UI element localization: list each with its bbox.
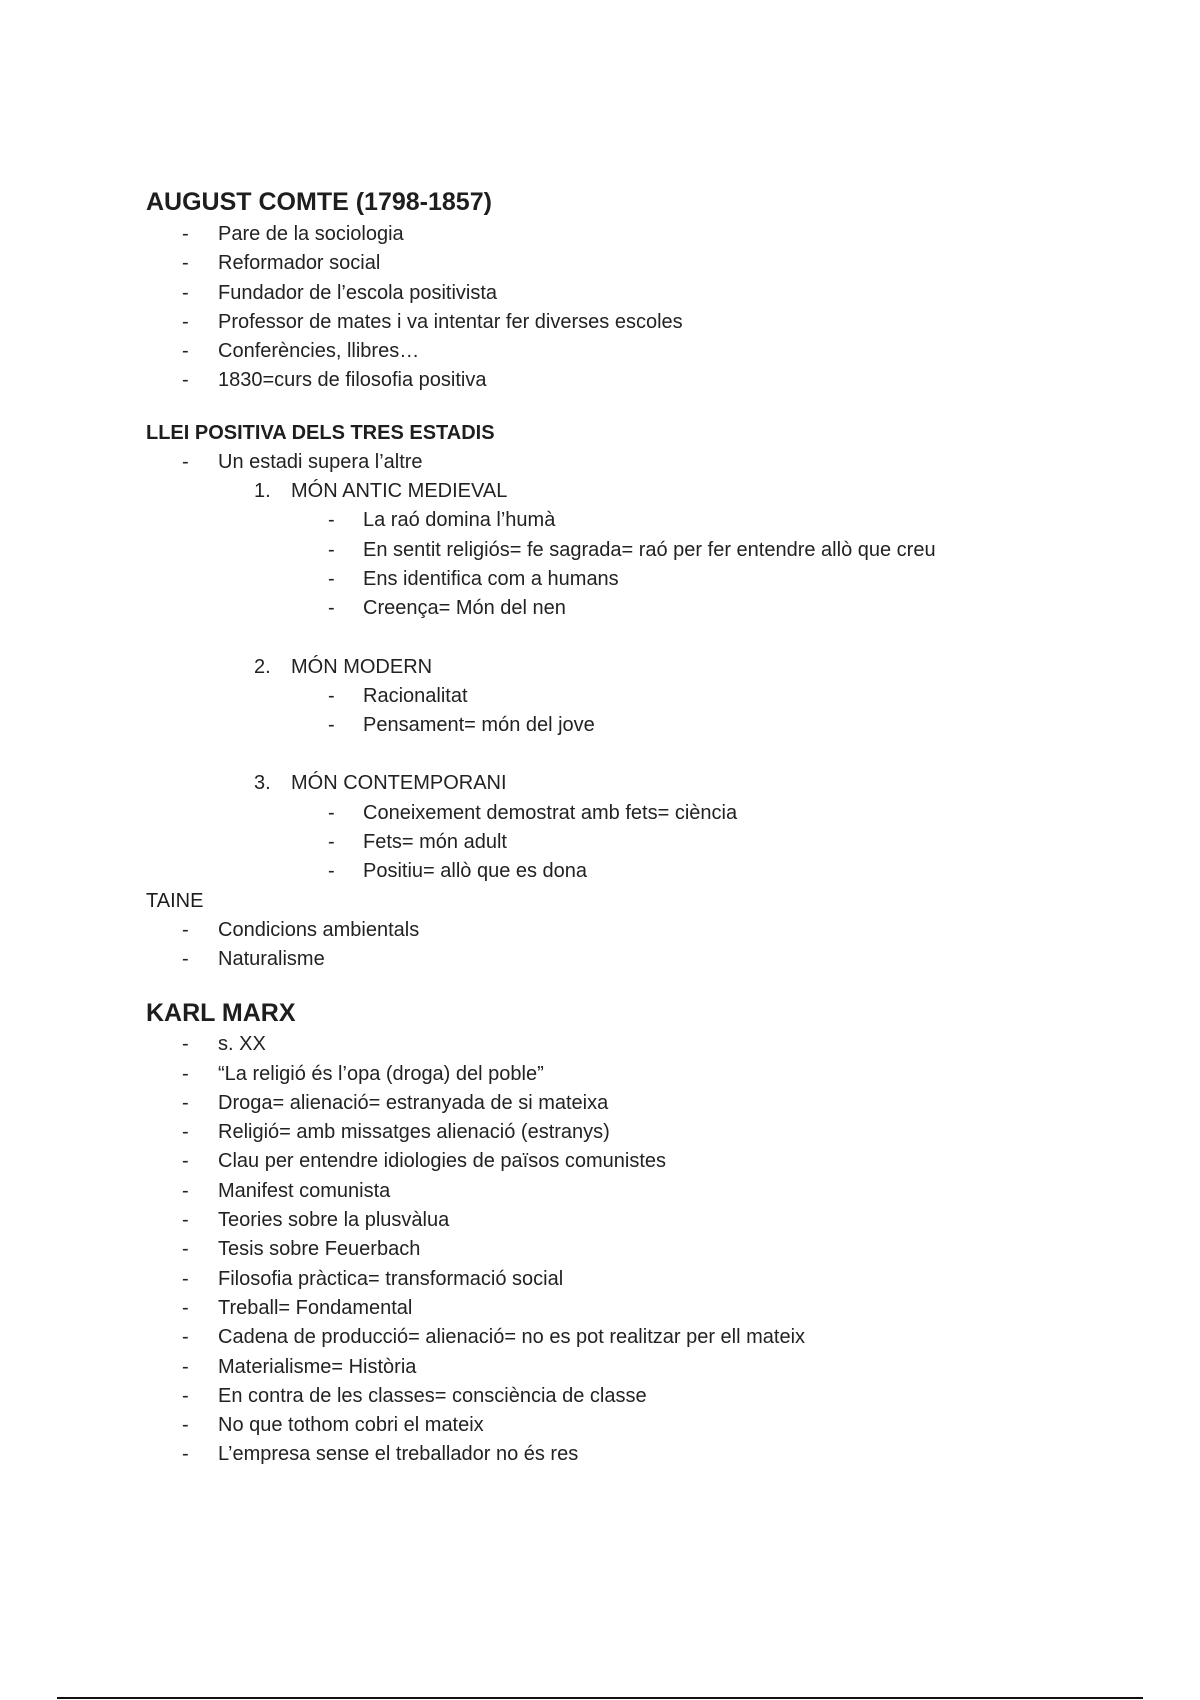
list-item: - Coneixement demostrat amb fets= ciència (146, 799, 1146, 828)
list-item: - Materialisme= Història (146, 1353, 1146, 1382)
document-content (146, 188, 1146, 1470)
stage-2 (146, 653, 1146, 741)
list-item: - Condicions ambientals (146, 916, 1146, 945)
list-item: - Racionalitat (146, 682, 1146, 711)
list-item: - Professor de mates i va intentar fer diverses escoles (146, 308, 1146, 337)
stage-heading (146, 653, 1146, 682)
stage-3-list (146, 799, 1146, 887)
list-item: - Reformador social (146, 249, 1146, 278)
stage-number: 3. (254, 772, 271, 795)
stage-heading (146, 769, 1146, 798)
list-item: - Conferències, llibres… (146, 337, 1146, 366)
heading-marx: KARL MARX (146, 999, 296, 1028)
section-llei (146, 418, 1146, 887)
list-item: - Teories sobre la plusvàlua (146, 1206, 1146, 1235)
list-item: - Fundador de l’escola positivista (146, 279, 1146, 308)
list-item: - s. XX (146, 1030, 1146, 1059)
section-comte (146, 184, 1146, 396)
list-item: - No que tothom cobri el mateix (146, 1411, 1146, 1440)
stage-3 (146, 769, 1146, 886)
stage-label: MÓN ANTIC MEDIEVAL (291, 480, 508, 503)
list-item: - L’empresa sense el treballador no és res (146, 1440, 1146, 1469)
heading-taine: TAINE (146, 889, 204, 912)
list-item: - Un estadi supera l’altre (146, 448, 1146, 477)
list-item: - Filosofia pràctica= transformació social (146, 1265, 1146, 1294)
list-item: - Clau per entendre idiologies de països comunistes (146, 1147, 1146, 1176)
list-item: - Positiu= allò que es dona (146, 857, 1146, 886)
stage-1-list (146, 506, 1146, 623)
list-item: - Treball= Fondamental (146, 1294, 1146, 1323)
footer-rule (57, 1697, 1143, 1699)
stage-label: MÓN MODERN (291, 655, 433, 678)
stage-number: 2. (254, 655, 271, 678)
list-item: - Fets= món adult (146, 828, 1146, 857)
list-item: - Pensament= món del jove (146, 711, 1146, 740)
list-item: - Ens identifica com a humans (146, 565, 1146, 594)
list-item: - Droga= alienació= estranyada de si mateixa (146, 1089, 1146, 1118)
list-item: - Creença= Món del nen (146, 594, 1146, 623)
marx-list (146, 1030, 1146, 1469)
stage-1 (146, 477, 1146, 623)
list-item: - “La religió és l’opa (droga) del poble” (146, 1060, 1146, 1089)
list-item: - Tesis sobre Feuerbach (146, 1235, 1146, 1264)
section-taine (146, 887, 1146, 975)
list-item: - Religió= amb missatges alienació (estranys) (146, 1118, 1146, 1147)
heading-comte: AUGUST COMTE (1798-1857) (146, 188, 492, 216)
list-item: - En contra de les classes= consciència de classe (146, 1382, 1146, 1411)
stage-heading (146, 477, 1146, 506)
comte-list (146, 220, 1146, 396)
section-marx (146, 996, 1146, 1469)
stage-label: MÓN CONTEMPORANI (291, 772, 507, 795)
list-item: - En sentit religiós= fe sagrada= raó per fer entendre allò que creu (146, 536, 1146, 565)
list-item: - Pare de la sociologia (146, 220, 1146, 249)
list-item: - La raó domina l’humà (146, 506, 1146, 535)
llei-list (146, 448, 1146, 477)
heading-llei: LLEI POSITIVA DELS TRES ESTADIS (146, 421, 495, 444)
taine-list (146, 916, 1146, 975)
list-item: - Naturalisme (146, 945, 1146, 974)
list-item: - 1830=curs de filosofia positiva (146, 366, 1146, 395)
stage-2-list (146, 682, 1146, 741)
list-item: - Cadena de producció= alienació= no es pot realitzar per ell mateix (146, 1323, 1146, 1352)
stage-number: 1. (254, 480, 271, 503)
list-item: - Manifest comunista (146, 1177, 1146, 1206)
